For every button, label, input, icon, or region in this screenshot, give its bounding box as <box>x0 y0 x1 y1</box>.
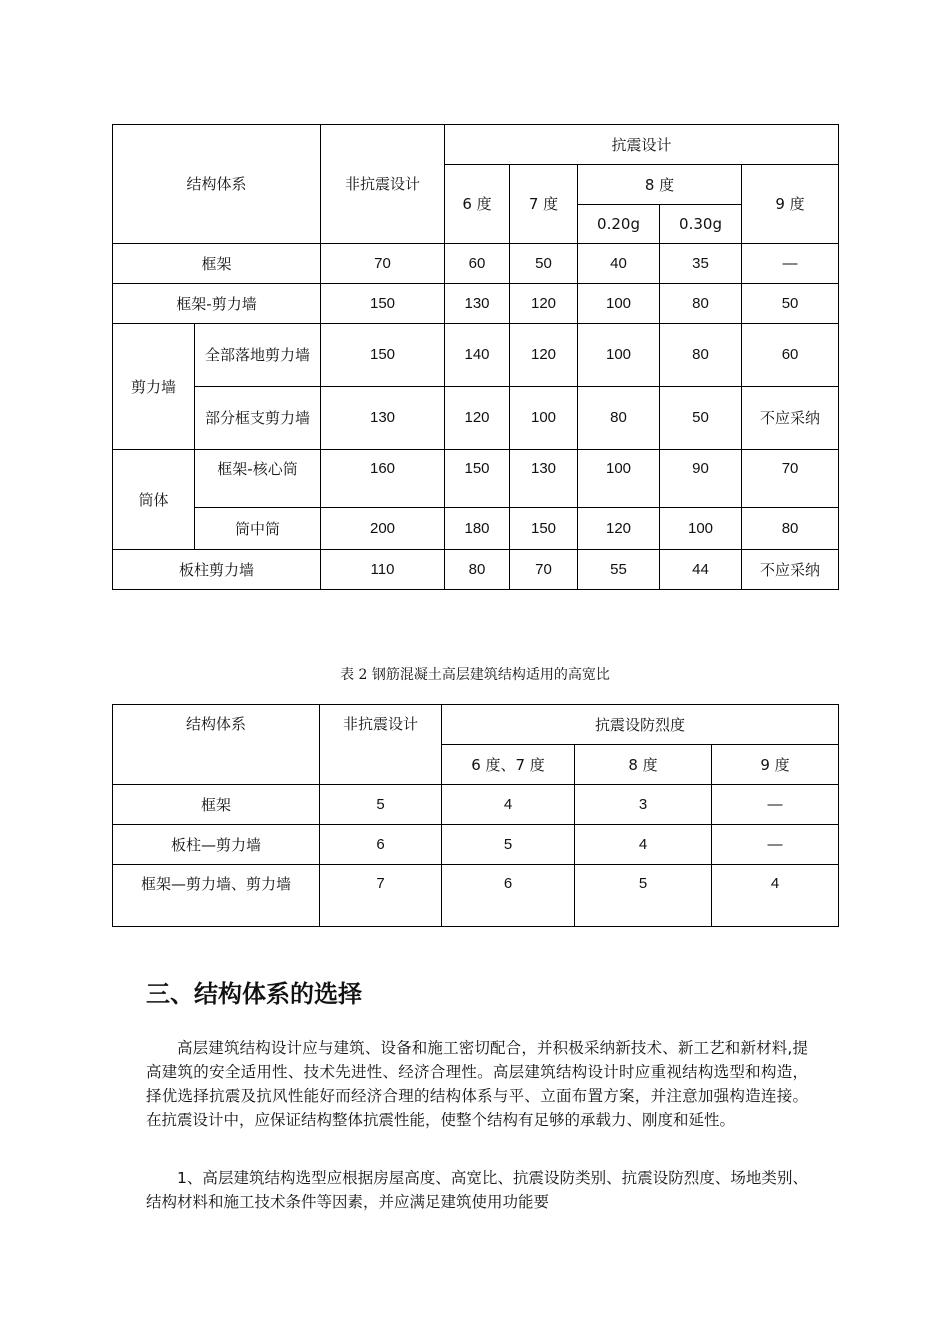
cell-value: 140 <box>445 324 510 387</box>
cell-value: 90 <box>660 450 742 508</box>
body-paragraph: 1、高层建筑结构选型应根据房屋高度、高宽比、抗震设防类别、抗震设防烈度、场地类别、结构材料和施工技术条件等因素，并应满足建筑使用功能要 <box>146 1169 808 1211</box>
header-degree-9: 9 度 <box>712 745 839 785</box>
group-label-shear-wall: 剪力墙 <box>113 324 195 450</box>
cell-value: 130 <box>510 450 578 508</box>
cell-value: 4 <box>442 785 575 825</box>
row-label: 板柱—剪力墙 <box>113 825 320 865</box>
cell-value: 130 <box>321 387 445 450</box>
cell-value: 不应采纳 <box>742 387 839 450</box>
cell-value: 160 <box>321 450 445 508</box>
cell-value: 80 <box>660 284 742 324</box>
cell-value: — <box>712 785 839 825</box>
header-degree-7: 7 度 <box>510 165 578 244</box>
cell-value: 70 <box>321 244 445 284</box>
table-row <box>113 244 839 284</box>
cell-value: 3 <box>575 785 712 825</box>
cell-value: 100 <box>578 324 660 387</box>
cell-value: 180 <box>445 508 510 550</box>
cell-value: 70 <box>742 450 839 508</box>
row-label: 部分框支剪力墙 <box>195 387 321 450</box>
cell-value: 80 <box>445 550 510 590</box>
header-degree-6: 6 度 <box>445 165 510 244</box>
cell-value: 100 <box>510 387 578 450</box>
cell-value: 150 <box>445 450 510 508</box>
cell-value: 80 <box>660 324 742 387</box>
table-row <box>113 284 839 324</box>
cell-value: 120 <box>510 324 578 387</box>
table-row <box>113 450 839 508</box>
cell-value: 150 <box>321 284 445 324</box>
body-paragraph: 高层建筑结构设计应与建筑、设备和施工密切配合，并积极采纳新技术、新工艺和新材料,提高建筑的安全适用性、技术先进性、经济合理性。高层建筑结构设计时应重视结构选型和构造，择优选择抗震及抗风性能好而经济合理的结构体系与平、立面布置方案，并注意加强构造连接。在抗震设计中，应保证结构整体抗震性能，使整个结构有足够的承载力、刚度和延性。 <box>146 1039 808 1129</box>
cell-value: 150 <box>510 508 578 550</box>
table-row <box>113 825 839 865</box>
cell-value: 6 <box>320 825 442 865</box>
cell-value: 5 <box>575 865 712 927</box>
cell-value: 110 <box>321 550 445 590</box>
table-row <box>113 387 839 450</box>
cell-value: 35 <box>660 244 742 284</box>
row-label: 框架-核心筒 <box>195 450 321 508</box>
cell-value: 50 <box>742 284 839 324</box>
height-limit-table <box>112 124 839 590</box>
group-label-tube: 筒体 <box>113 450 195 550</box>
row-label: 板柱剪力墙 <box>113 550 321 590</box>
header-degree-8: 8 度 <box>578 165 742 205</box>
cell-value: 80 <box>742 508 839 550</box>
cell-value: 60 <box>445 244 510 284</box>
cell-value: 150 <box>321 324 445 387</box>
cell-value: 120 <box>578 508 660 550</box>
cell-value: — <box>712 825 839 865</box>
cell-value: — <box>742 244 839 284</box>
cell-value: 100 <box>578 284 660 324</box>
cell-value: 6 <box>442 865 575 927</box>
cell-value: 7 <box>320 865 442 927</box>
row-label: 全部落地剪力墙 <box>195 324 321 387</box>
cell-value: 130 <box>445 284 510 324</box>
table-row <box>113 324 839 387</box>
table-row <box>113 785 839 825</box>
cell-value: 不应采纳 <box>742 550 839 590</box>
header-non-seismic: 非抗震设计 <box>320 705 442 785</box>
cell-value: 50 <box>510 244 578 284</box>
cell-value: 70 <box>510 550 578 590</box>
header-structure-system: 结构体系 <box>113 125 321 244</box>
header-seismic-intensity: 抗震设防烈度 <box>442 705 839 745</box>
cell-value: 60 <box>742 324 839 387</box>
table-row <box>113 508 839 550</box>
header-degree-6-7: 6 度、7 度 <box>442 745 575 785</box>
cell-value: 5 <box>442 825 575 865</box>
cell-value: 200 <box>321 508 445 550</box>
cell-value: 4 <box>575 825 712 865</box>
section-heading: 三、结构体系的选择 <box>146 980 362 1008</box>
cell-value: 4 <box>712 865 839 927</box>
cell-value: 5 <box>320 785 442 825</box>
cell-value: 44 <box>660 550 742 590</box>
header-degree-9: 9 度 <box>742 165 839 244</box>
cell-value: 40 <box>578 244 660 284</box>
cell-value: 80 <box>578 387 660 450</box>
cell-value: 50 <box>660 387 742 450</box>
cell-value: 100 <box>660 508 742 550</box>
row-label: 框架—剪力墙、剪力墙 <box>113 865 320 927</box>
row-label: 筒中筒 <box>195 508 321 550</box>
table-2-caption: 表 2 钢筋混凝土高层建筑结构适用的高宽比 <box>340 667 610 683</box>
header-accel-020g: 0.20g <box>578 205 660 244</box>
cell-value: 100 <box>578 450 660 508</box>
cell-value: 120 <box>510 284 578 324</box>
row-label: 框架 <box>113 244 321 284</box>
cell-value: 120 <box>445 387 510 450</box>
header-structure-system: 结构体系 <box>113 705 320 785</box>
cell-value: 55 <box>578 550 660 590</box>
aspect-ratio-table <box>112 704 839 927</box>
table-row <box>113 865 839 927</box>
row-label: 框架 <box>113 785 320 825</box>
header-accel-030g: 0.30g <box>660 205 742 244</box>
header-seismic-design: 抗震设计 <box>445 125 839 165</box>
row-label: 框架-剪力墙 <box>113 284 321 324</box>
table-row <box>113 550 839 590</box>
header-degree-8: 8 度 <box>575 745 712 785</box>
header-non-seismic: 非抗震设计 <box>321 125 445 244</box>
